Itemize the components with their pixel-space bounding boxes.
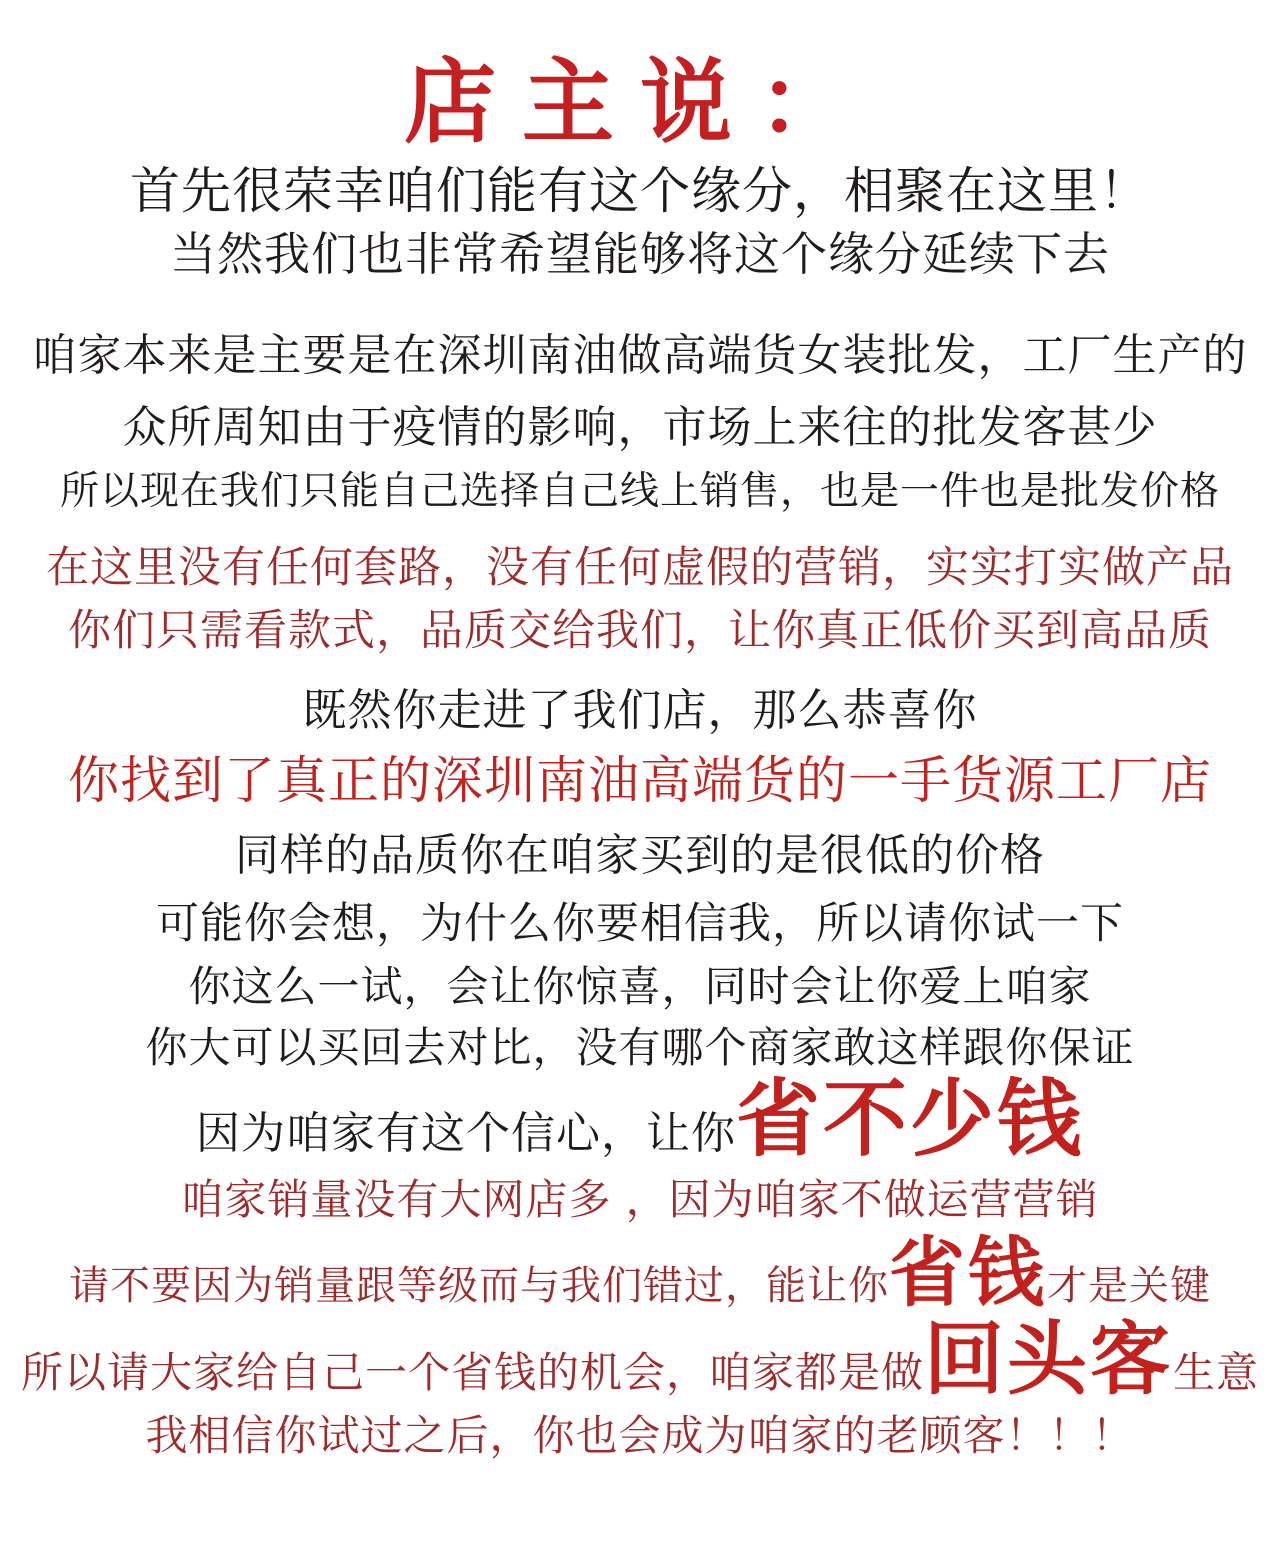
text-line — [0, 1409, 1280, 1463]
text-line — [0, 1311, 1280, 1406]
emphasis-text: 省不少钱 — [735, 1069, 1084, 1169]
body-text: 生意 — [1173, 1347, 1260, 1397]
text-line — [0, 683, 1280, 739]
body-text: 首先很荣幸咱们能有这个缘分，相聚在这里！ — [130, 162, 1150, 221]
text-line — [0, 225, 1280, 284]
text-line — [0, 1173, 1280, 1227]
text-line — [0, 400, 1280, 456]
body-text: 既然你走进了我们店，那么恭喜你 — [302, 684, 978, 736]
text-line — [0, 541, 1280, 596]
body-text: 众所周知由于疫情的影响，市场上来往的批发客甚少 — [122, 402, 1158, 454]
body-text: 同样的品质你在咱家买到的是很低的价格 — [235, 830, 1045, 882]
body-text: 咱家销量没有大网店多 ，因为咱家不做运营营销 — [181, 1175, 1099, 1225]
body-text: 我相信你试过之后，你也会成为咱家的老顾客！！！ — [145, 1410, 1135, 1460]
text-line — [0, 1228, 1280, 1318]
body-text: 你大可以买回去对比，没有哪个商家敢这样跟你保证 — [145, 1023, 1135, 1073]
text-line — [0, 467, 1280, 517]
body-text: 咱家本来是主要是在深圳南油做高端货女装批发，工厂生产的 — [32, 330, 1248, 382]
body-text: 你这么一试，会让你惊喜，同时会让你爱上咱家 — [188, 961, 1092, 1011]
text-line — [0, 749, 1280, 814]
text-line — [0, 1069, 1280, 1169]
body-text: 你们只需看款式，品质交给我们，让你真正低价买到高品质 — [68, 605, 1212, 656]
body-text: 所以请大家给自己一个省钱的机会，咱家都是做 — [20, 1347, 924, 1397]
body-text: 当然我们也非常希望能够将这个缘分延续下去 — [170, 227, 1110, 282]
text-line — [0, 604, 1280, 659]
text-line — [0, 159, 1280, 223]
text-line — [0, 328, 1280, 384]
text-line — [0, 960, 1280, 1014]
body-text: 在这里没有任何套路，没有任何虚假的营销，实实打实做产品 — [46, 542, 1234, 593]
body-text: 你找到了真正的深圳南油高端货的一手货源工厂店 — [67, 751, 1212, 811]
emphasis-text: 回头客 — [924, 1311, 1173, 1406]
body-text: 才是关键 — [1047, 1263, 1211, 1310]
lines — [0, 159, 1280, 1462]
emphasis-text: 省钱 — [889, 1228, 1047, 1318]
text-line — [0, 897, 1280, 952]
body-text: 因为咱家有这个信心，让你 — [195, 1108, 736, 1160]
body-text: 可能你会想，为什么你要相信我，所以请你试一下 — [156, 898, 1124, 949]
poster-title: 店主说： — [403, 48, 876, 156]
body-text: 请不要因为销量跟等级而与我们错过，能让你 — [69, 1263, 889, 1310]
text-line — [0, 828, 1280, 884]
text-line — [0, 1021, 1280, 1075]
body-text: 所以现在我们只能自己选择自己线上销售，也是一件也是批发价格 — [59, 468, 1220, 514]
